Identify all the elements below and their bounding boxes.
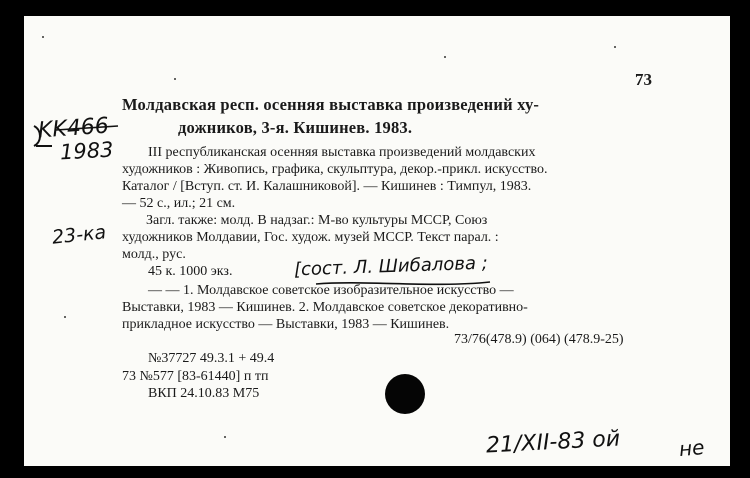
- title-line-1: Молдавская респ. осенняя выставка произведений ху-: [122, 95, 540, 114]
- compiler-note-handwritten: [сост. Л. Шибалова ;: [293, 252, 489, 281]
- scan-speck: [614, 46, 616, 48]
- body-line: Каталог / [Вступ. ст. И. Калашниковой]. — Кишинев : Тимпул, 1983.: [122, 179, 532, 194]
- date-note-handwritten: 21/XII-83 ой: [485, 426, 621, 459]
- margin-note-handwritten: 23-ка: [50, 221, 108, 249]
- body-line: Выставки, 1983 — Кишинев. 2. Молдавское советское декоративно-: [122, 300, 528, 315]
- body-line: 45 к. 1000 экз.: [148, 264, 233, 279]
- scan-speck: [42, 36, 44, 38]
- body-line: молд., рус.: [122, 247, 186, 262]
- body-line: Загл. также: молд. В надзаг.: М-во культуры МССР, Союз: [146, 213, 488, 228]
- body-line: III республиканская осенняя выставка произведений молдавских: [148, 145, 536, 160]
- shelf-mark-year-handwritten: 1983: [59, 137, 115, 165]
- body-line: — 52 с., ил.; 21 см.: [122, 196, 236, 211]
- registry-line: №37727 49.3.1 + 49.4: [148, 351, 275, 366]
- title-line-2: дожников, 3-я. Кишинев. 1983.: [178, 118, 413, 137]
- shelf-mark-handwritten: KK466: [37, 113, 110, 144]
- registry-line: ВКП 24.10.83 М75: [148, 386, 260, 401]
- shelf-mark-bracket-icon: [28, 120, 68, 170]
- classification-index: 73/76(478.9) (064) (478.9-25): [454, 332, 624, 347]
- body-line: — — 1. Молдавское советское изобразительное искусство —: [148, 283, 514, 298]
- scan-speck: [174, 78, 176, 80]
- registry-line: 73 №577 [83-61440] п тп: [122, 369, 269, 384]
- punch-hole: [385, 374, 425, 414]
- scan-speck: [224, 436, 226, 438]
- initials-handwritten: не: [678, 434, 706, 462]
- body-line: прикладное искусство — Выставки, 1983 — Кишинев.: [122, 317, 450, 332]
- scan-speck: [444, 56, 446, 58]
- page-number: 73: [635, 70, 652, 89]
- compiler-underline-icon: [314, 278, 494, 290]
- catalog-card: [24, 16, 730, 466]
- scan-speck: [64, 316, 66, 318]
- body-line: художников : Живопись, графика, скульптура, декор.-прикл. искусство.: [122, 162, 548, 177]
- body-line: художников Молдавии, Гос. худож. музей МССР. Текст парал. :: [122, 230, 499, 245]
